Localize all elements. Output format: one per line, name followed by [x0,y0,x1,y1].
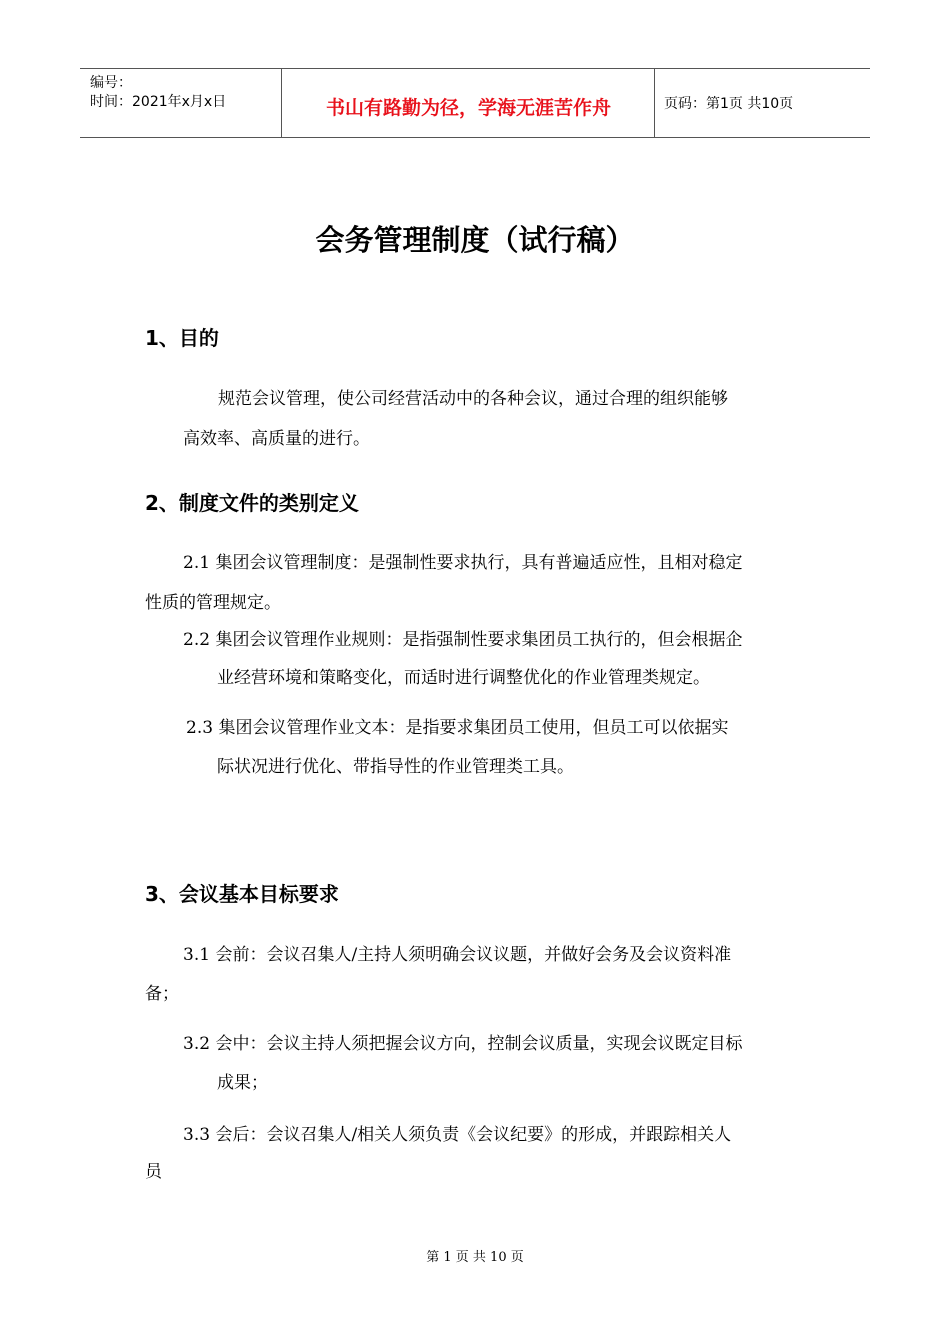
paragraph-line: 备； [145,984,179,1004]
document-number-label: 编号： [90,75,132,91]
section-heading-categories: 2、制度文件的类别定义 [145,491,359,515]
document-time-label: 时间：2021年x月x日 [90,94,227,110]
header-meta-cell [80,69,282,137]
section-heading-goals: 3、会议基本目标要求 [145,882,339,906]
paragraph-line: 高效率、高质量的进行。 [183,429,370,449]
document-title: 会务管理制度（试行稿） [315,223,635,257]
paragraph-line: 3.1 会前：会议召集人/主持人须明确会议议题，并做好会务及会议资料准 [183,945,732,965]
paragraph-line: 3.2 会中：会议主持人须把握会议方向，控制会议质量，实现会议既定目标 [183,1034,743,1054]
paragraph-line: 员 [145,1162,162,1182]
paragraph-line: 性质的管理规定。 [145,593,281,613]
paragraph-line: 3.3 会后：会议召集人/相关人须负责《会议纪要》的形成，并跟踪相关人 [183,1125,732,1145]
paragraph-line: 际状况进行优化、带指导性的作业管理类工具。 [217,757,574,777]
page-header [80,68,870,138]
section-heading-purpose: 1、目的 [145,326,219,350]
paragraph-line: 2.1 集团会议管理制度：是强制性要求执行，具有普遍适应性，且相对稳定 [183,553,743,573]
paragraph-line: 2.2 集团会议管理作业规则：是指强制性要求集团员工执行的，但会根据企 [183,630,743,650]
paragraph-line: 2.3 集团会议管理作业文本：是指要求集团员工使用，但员工可以依据实 [186,718,729,738]
paragraph-line: 规范会议管理，使公司经营活动中的各种会议，通过合理的组织能够 [218,389,728,409]
header-page-cell [655,69,870,137]
header-page-number: 页码：第1页 共10页 [664,96,794,112]
header-motto: 书山有路勤为径，学海无涯苦作舟 [325,97,611,119]
paragraph-line: 成果； [217,1073,268,1093]
paragraph-line: 业经营环境和策略变化，而适时进行调整优化的作业管理类规定。 [217,668,710,688]
page-footer: 第 1 页 共 10 页 [426,1250,524,1265]
header-motto-cell [282,69,655,137]
